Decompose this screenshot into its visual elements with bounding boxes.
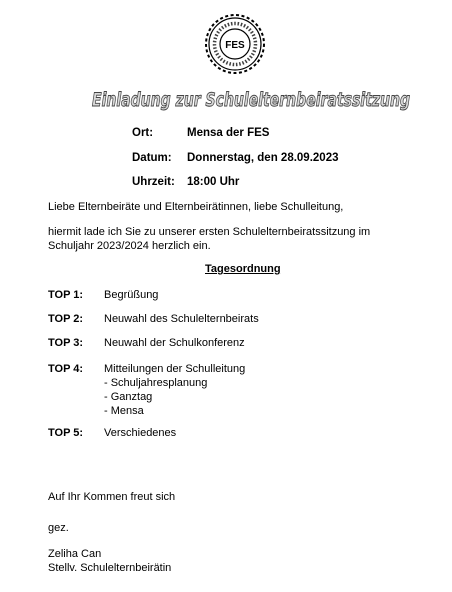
- signer-name: Zeliha Can: [48, 548, 102, 560]
- meta-value-location: Mensa der FES: [187, 127, 270, 139]
- agenda-subitem: - Schuljahresplanung: [104, 377, 208, 389]
- agenda-item-label: TOP 4:: [48, 363, 84, 375]
- logo-center-text: FES: [225, 40, 245, 51]
- agenda-heading: Tagesordnung: [205, 263, 281, 275]
- agenda-item-text: Neuwahl der Schulkonferenz: [104, 337, 245, 349]
- agenda-item-text: Mitteilungen der Schulleitung: [104, 363, 246, 375]
- agenda-item-label: TOP 3:: [48, 337, 84, 349]
- agenda-item-text: Begrüßung: [104, 289, 159, 301]
- meta-label-date: Datum:: [132, 152, 172, 164]
- agenda-item-text: Verschiedenes: [104, 427, 177, 439]
- document-title: [86, 84, 416, 114]
- greeting: Liebe Elternbeiräte und Elternbeirätinnen, liebe Schulleitung,: [48, 201, 344, 213]
- meta-label-location: Ort:: [132, 127, 154, 139]
- meta-value-date: Donnerstag, den 28.09.2023: [187, 152, 339, 164]
- agenda-item-label: TOP 5:: [48, 427, 84, 439]
- agenda-subitem: - Ganztag: [104, 391, 153, 403]
- signer-role: Stellv. Schulelternbeirätin: [48, 562, 172, 574]
- agenda-item-label: TOP 2:: [48, 313, 84, 325]
- intro-line-1: hiermit lade ich Sie zu unserer ersten Schulelternbeiratssitzung im: [48, 226, 371, 238]
- agenda-item-label: TOP 1:: [48, 289, 84, 301]
- school-logo: [203, 12, 267, 76]
- gez-text: gez.: [48, 522, 69, 534]
- agenda-item-text: Neuwahl des Schulelternbeirats: [104, 313, 259, 325]
- meta-value-time: 18:00 Uhr: [187, 176, 240, 188]
- intro-line-2: Schuljahr 2023/2024 herzlich ein.: [48, 240, 211, 252]
- meta-label-time: Uhrzeit:: [132, 176, 175, 188]
- svg-text:Einladung zur Schulelternbeira: Einladung zur Schulelternbeiratssitzung: [92, 90, 410, 111]
- closing-text: Auf Ihr Kommen freut sich: [48, 491, 176, 503]
- agenda-subitem: - Mensa: [104, 405, 144, 417]
